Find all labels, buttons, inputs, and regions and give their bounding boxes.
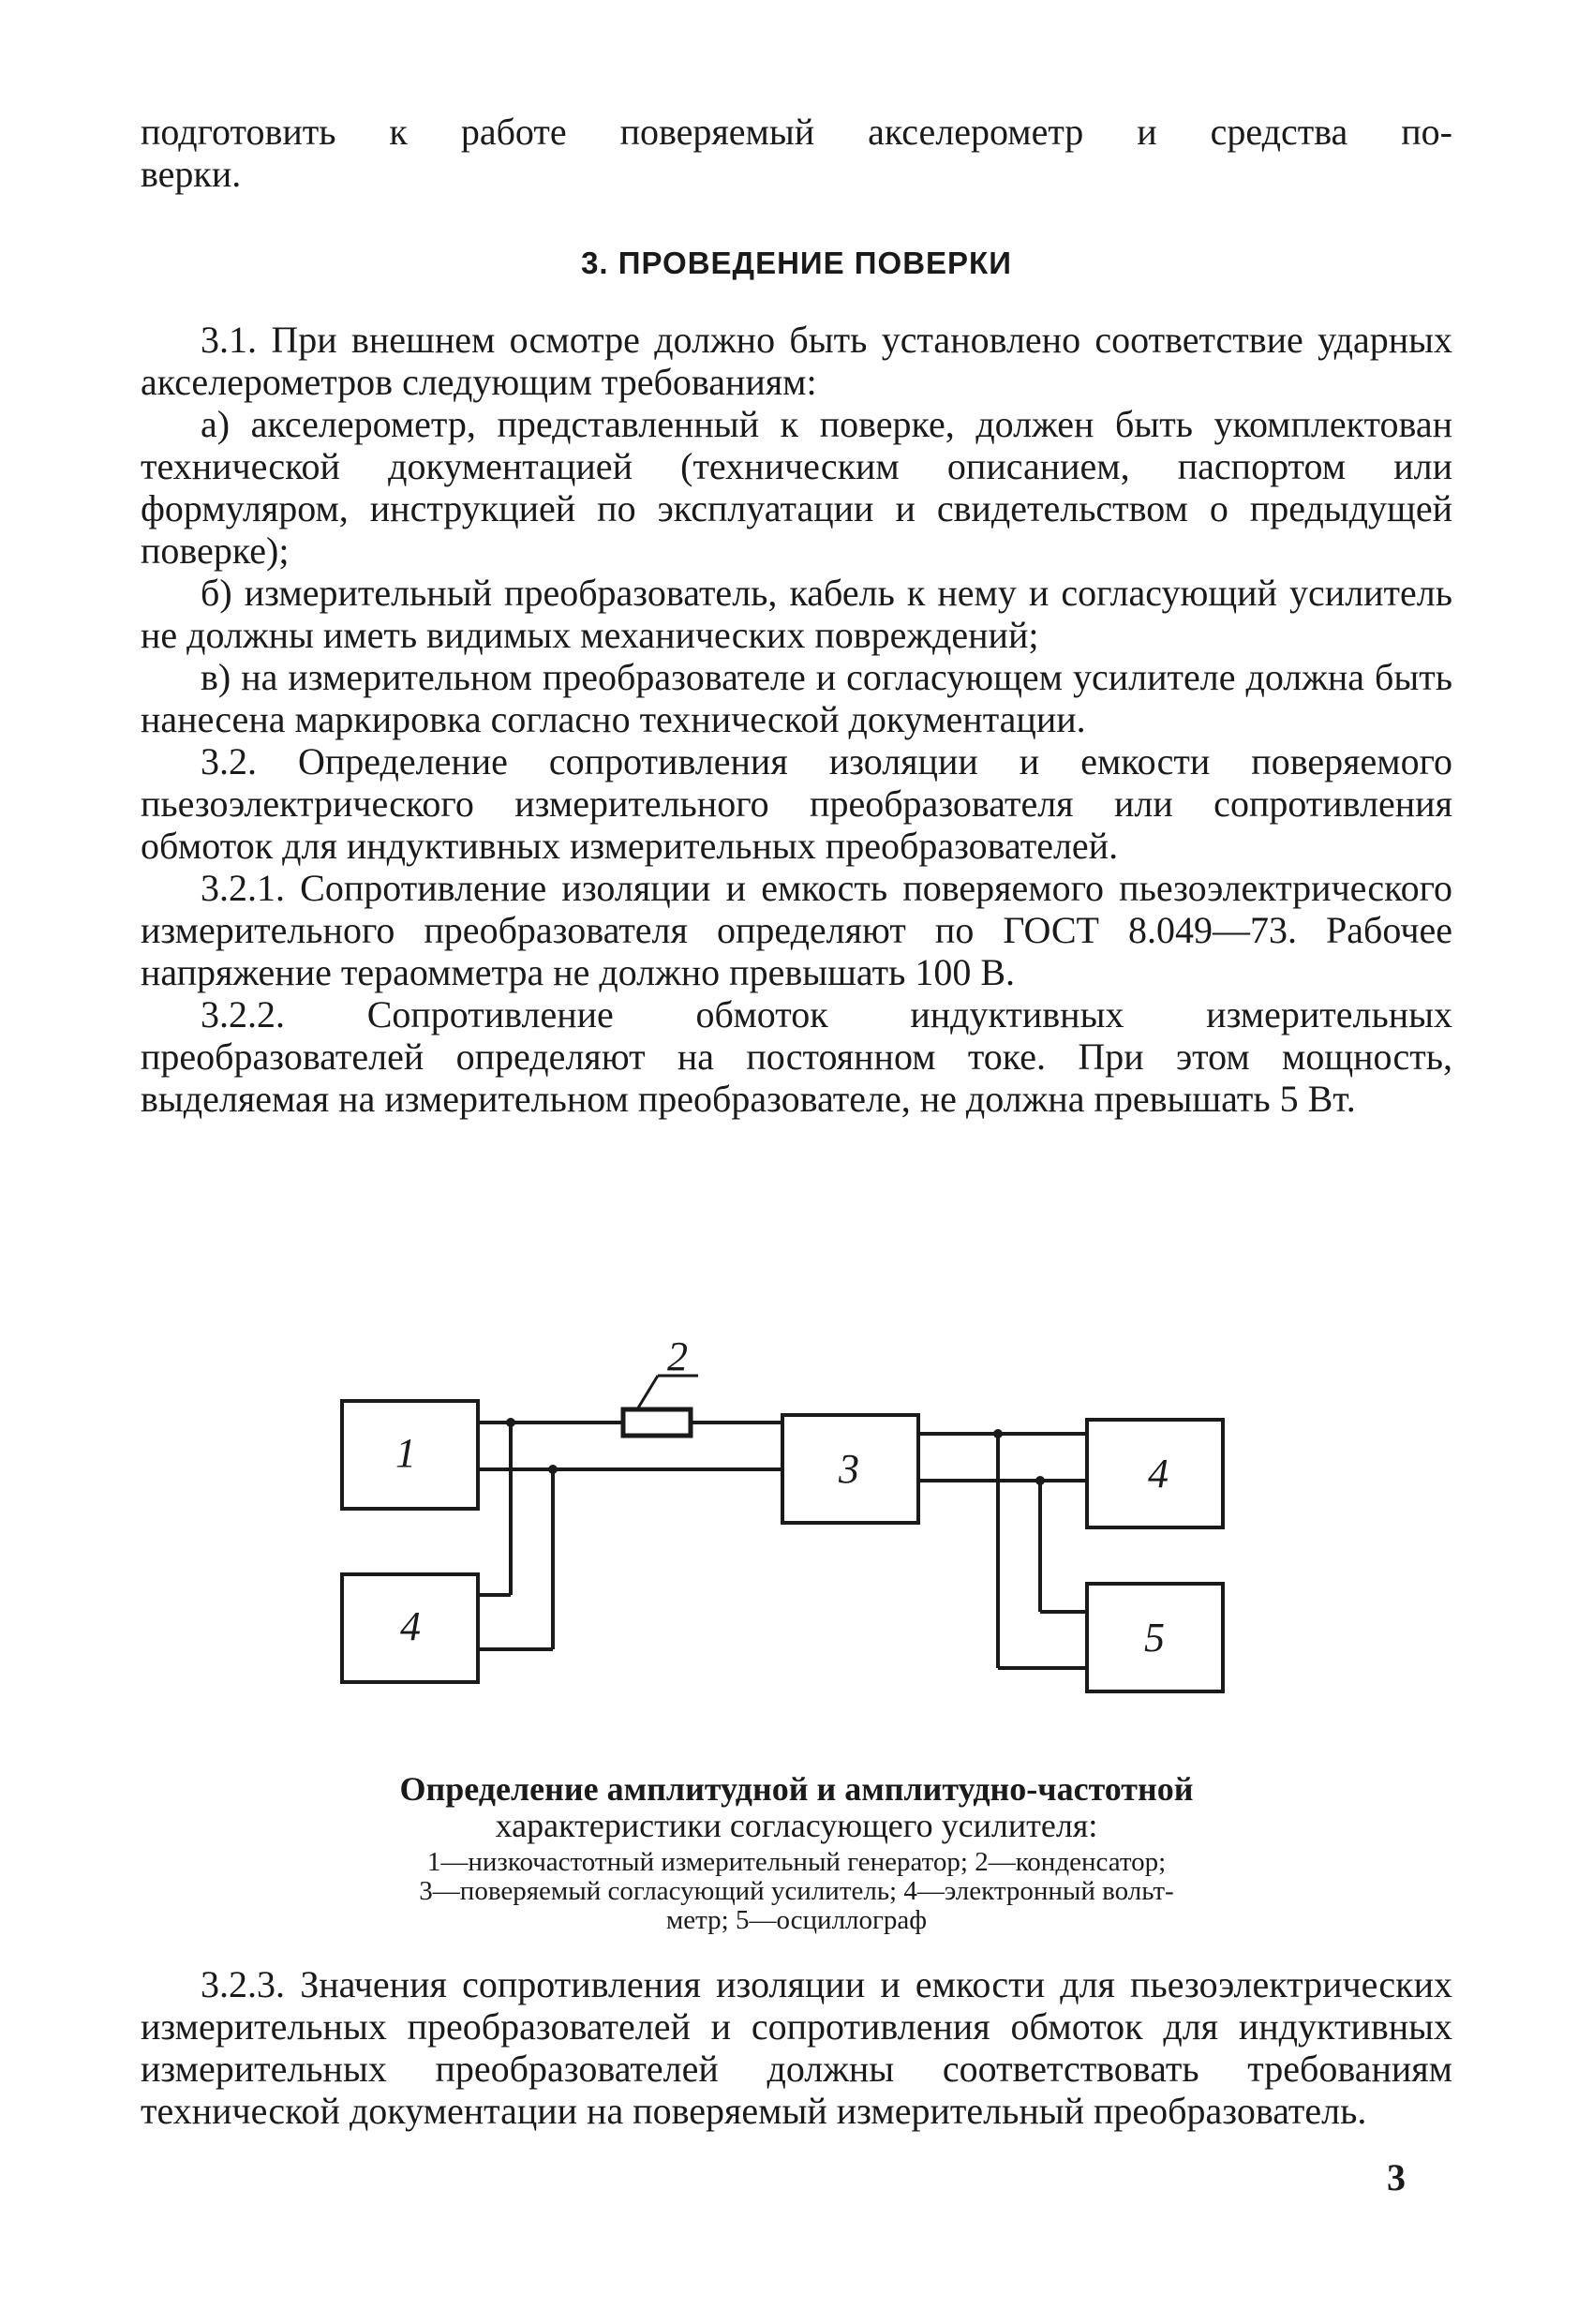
- circuit-diagram: [319, 1331, 1274, 1724]
- figure-caption: [319, 1771, 1274, 1935]
- caption-legend-line: 1—низкочастотный измерительный генератор; 2—конденсатор;: [426, 1847, 1167, 1877]
- capacitor-leader: [637, 1376, 658, 1409]
- intro-text: [141, 111, 1452, 195]
- caption-legend-line: метр; 5—осциллограф: [665, 1905, 928, 1935]
- oscilloscope-label: 5: [1144, 1615, 1165, 1661]
- paragraph-3-2: 3.2. Определение сопротивления изоляции и емкости поверяемого пьезоэлектрического измерительного преобразователя или сопротивления обмоток для индуктивных измерительных преобразователей.: [141, 740, 1452, 867]
- paragraph-3-2-1: 3.2.1. Сопротивление изоляции и емкость поверяемого пьезоэлектрического измерительного преобразователя определяют по ГОСТ 8.049—73. Рабочее напряжение тераомметра не должно превышать 100 В.: [141, 867, 1452, 993]
- junction-dot-4: [1035, 1476, 1045, 1485]
- voltmeter-left-label: 4: [400, 1603, 421, 1649]
- paragraph-3-1: 3.1. При внешнем осмотре должно быть установлено соответствие ударных акселерометров следующим требованиям:: [141, 319, 1452, 403]
- intro-line-1: подготовить к работе поверяемый акселерометр и средства по-: [141, 111, 1452, 153]
- paragraph-3-1-v: в) на измерительном преобразователе и согласующем усилителе должна быть нанесена маркировка согласно технической документации.: [141, 656, 1452, 740]
- paragraph-3-1-b: б) измерительный преобразователь, кабель к нему и согласующий усилитель не должны иметь видимых механических повреждений;: [141, 572, 1452, 656]
- voltmeter-right-label: 4: [1148, 1451, 1169, 1497]
- section-body-lower: [141, 1963, 1452, 2132]
- amplifier-label: 3: [839, 1446, 859, 1492]
- caption-title: Определение амплитудной и амплитудно-частотной: [399, 1770, 1194, 1808]
- capacitor-label: 2: [667, 1333, 688, 1379]
- caption-subtitle: характеристики согласующего усилителя:: [495, 1807, 1098, 1844]
- page-number: 3: [1387, 2156, 1406, 2198]
- intro-line-2: верки.: [141, 153, 242, 195]
- junction-dot-1: [506, 1418, 515, 1427]
- paragraph-3-1-a: а) акселерометр, представленный к поверке, должен быть укомплектован технической документацией (техническим описанием, паспортом или формуляром, инструкцией по эксплуатации и свидетельством о предыдущей поверке);: [141, 403, 1452, 572]
- paragraph-3-2-3: 3.2.3. Значения сопротивления изоляции и емкости для пьезоэлектрических измерительных преобразователей и сопротивления обмоток для индуктивных измерительных преобразователей должны соответствовать требованиям технической документации на поверяемый измерительный преобразователь.: [141, 1963, 1452, 2132]
- section-body-upper: [141, 319, 1452, 1120]
- junction-dot-3: [993, 1429, 1003, 1438]
- caption-legend: [319, 1848, 1274, 1935]
- generator-label: 1: [395, 1430, 416, 1476]
- section-heading: 3. ПРОВЕДЕНИЕ ПОВЕРКИ: [581, 246, 1012, 280]
- paragraph-3-2-2: 3.2.2. Сопротивление обмоток индуктивных измерительных преобразователей определяют на постоянном токе. При этом мощность, выделяемая на измерительном преобразователе, не должна превышать 5 Вт.: [141, 993, 1452, 1120]
- capacitor-element: [623, 1409, 691, 1436]
- junction-dot-2: [548, 1465, 558, 1474]
- caption-legend-line: 3—поверяемый согласующий усилитель; 4—электронный вольт-: [419, 1876, 1174, 1906]
